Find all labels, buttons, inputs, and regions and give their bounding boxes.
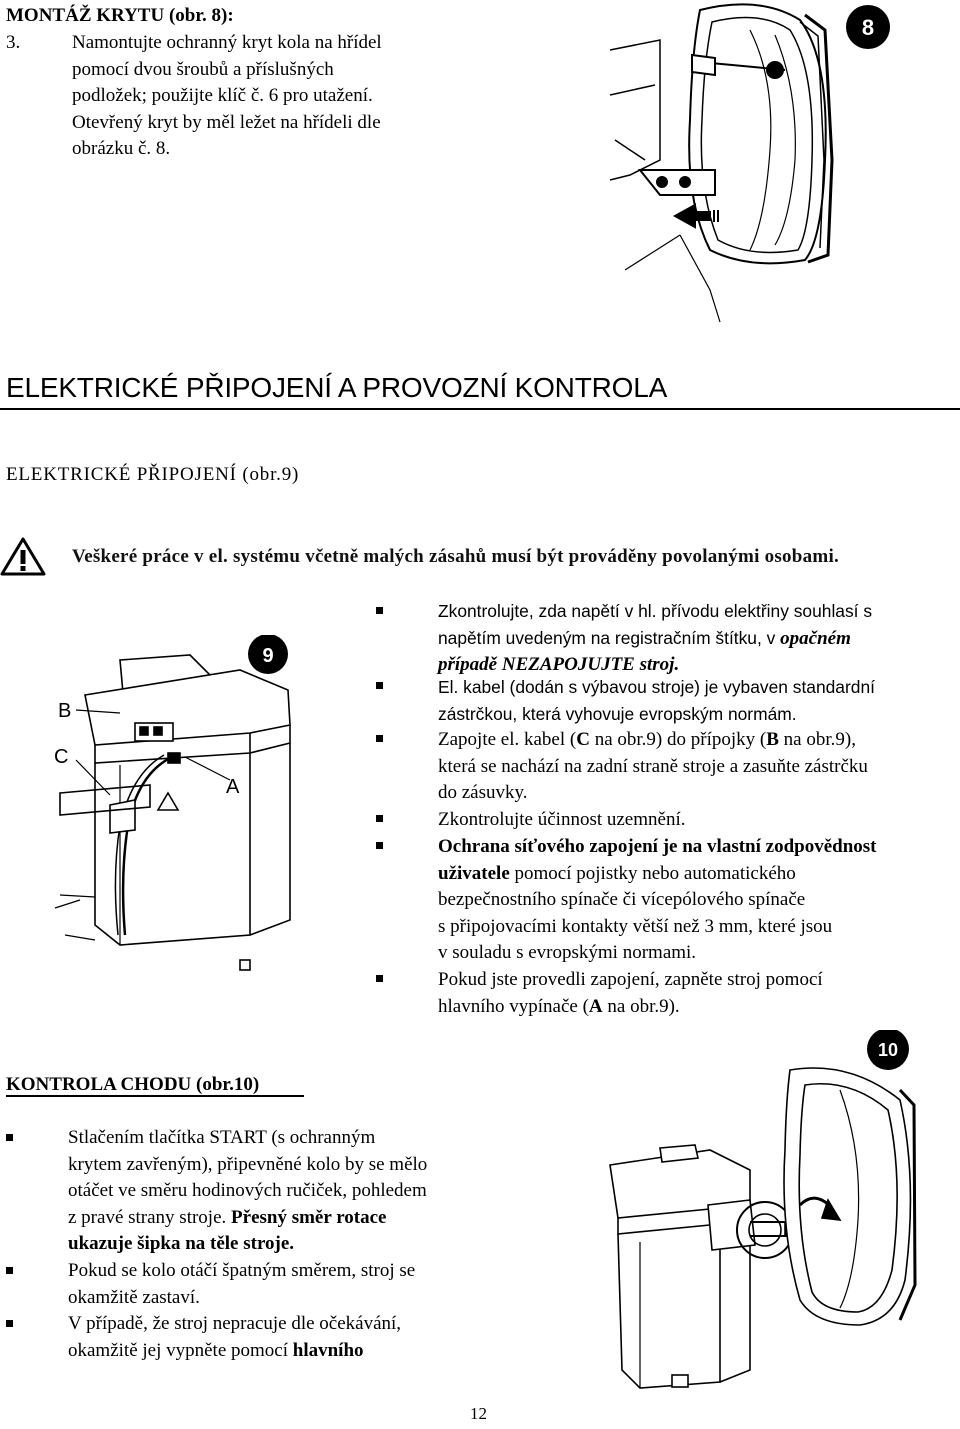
bullet-emphasis: Přesný směr rotace xyxy=(231,1206,387,1228)
bullet-line: která se nachází na zadní straně stroje a zasuňte zástrčku xyxy=(438,755,868,777)
bullet-emphasis: opačném xyxy=(780,627,851,649)
section-title-rule xyxy=(0,408,960,410)
bullet-text: pomocí pojistky nebo automatického xyxy=(509,862,796,884)
mount-heading: MONTÁŽ KRYTU (obr. 8): xyxy=(6,5,234,26)
bullet-line: případě NEZAPOJUJTE stroj. xyxy=(438,654,680,675)
bullet-cable-plug xyxy=(438,674,960,727)
bullet-square-icon xyxy=(6,1267,13,1274)
mount-line: podložek; použijte klíč č. 6 pro utažení. xyxy=(72,85,373,106)
bullet-square-icon xyxy=(376,975,383,982)
warning-triangle-icon xyxy=(0,536,46,576)
bullet-line xyxy=(438,994,960,1021)
bullet-line: zástrčkou, která vyhovuje evropským normám. xyxy=(438,703,797,724)
bullet-square-icon xyxy=(376,842,383,849)
mount-line: pomocí dvou šroubů a příslušných xyxy=(72,58,334,80)
bullet-line: otáčet ve směru hodinových ručiček, pohledem xyxy=(68,1180,427,1201)
bullet-line: Stlačením tlačítka START (s ochranným xyxy=(68,1127,376,1148)
bullet-line xyxy=(438,625,960,653)
figure-9-label-c: C xyxy=(54,746,69,768)
run-bullet-list xyxy=(6,1125,476,1365)
bullet-square-icon xyxy=(6,1134,13,1141)
bullet-line: Pokud se kolo otáčí špatným směrem, stroj se xyxy=(68,1260,416,1281)
page-number: 12 xyxy=(470,1404,487,1423)
figure-9-badge: 9 xyxy=(262,645,274,667)
mount-line: obrázku č. 8. xyxy=(72,138,171,159)
bullet-protection xyxy=(438,834,960,967)
figure-9-label-b: B xyxy=(58,700,72,722)
bullet-line: krytem zavřeným), připevněné kolo by se mělo xyxy=(68,1153,428,1175)
section-title: ELEKTRICKÉ PŘIPOJENÍ A PROVOZNÍ KONTROLA xyxy=(6,372,668,403)
mount-step-text xyxy=(72,30,432,163)
bullet-line: s připojovacími kontakty větší než 3 mm, které jsou xyxy=(438,915,833,937)
bullet-line: v souladu s evropskými normami. xyxy=(438,942,697,963)
bullet-square-icon xyxy=(376,682,383,689)
bullet-power-on xyxy=(438,967,960,1020)
bullet-emphasis: hlavního xyxy=(292,1339,364,1361)
bullet-square-icon xyxy=(376,607,383,614)
mount-line: Namontujte ochranný kryt kola na hřídel xyxy=(72,32,382,53)
bullet-line: V případě, že stroj nepracuje dle očekávání, xyxy=(68,1313,402,1334)
bullet-text: na obr.9). xyxy=(602,995,680,1017)
mount-line: Otevřený kryt by měl ležet na hřídeli dle xyxy=(72,111,381,133)
figure-9-machine-connection xyxy=(40,635,340,980)
bullet-text: hlavního vypínače ( xyxy=(438,995,589,1017)
bullet-line: bezpečnostního spínače či vícepólového spínače xyxy=(438,889,806,910)
bullet-voltage-check xyxy=(438,598,960,679)
bullet-line: ukazuje šipka na těle stroje. xyxy=(68,1233,295,1254)
bullet-line: Pokud jste provedli zapojení, zapněte stroj pomocí xyxy=(438,969,823,990)
bullet-line: El. kabel (dodán s výbavou stroje) je vybaven standardní xyxy=(438,677,875,697)
bullet-emphasis: B xyxy=(766,729,779,750)
bullet-grounding xyxy=(438,807,960,834)
bullet-emphasis: C xyxy=(576,729,590,750)
bullet-malfunction xyxy=(68,1311,478,1364)
bullet-connect-cable xyxy=(438,727,960,807)
bullet-line: Ochrana síťového zapojení je na vlastní zodpovědnost xyxy=(438,836,877,857)
bullet-text: z pravé strany stroje. xyxy=(68,1206,232,1228)
bullet-line xyxy=(68,1338,478,1365)
bullet-line: Zkontrolujte účinnost uzemnění. xyxy=(438,809,686,830)
bullet-square-icon xyxy=(376,735,383,742)
bullet-line xyxy=(438,727,960,754)
electric-bullet-list xyxy=(376,598,960,1028)
bullet-emphasis: A xyxy=(588,995,603,1017)
figure-8-badge: 8 xyxy=(861,15,875,40)
electric-subtitle: ELEKTRICKÉ PŘIPOJENÍ (obr.9) xyxy=(6,464,300,485)
bullet-line: do zásuvky. xyxy=(438,782,528,803)
figure-10-rotation-check xyxy=(600,1030,920,1400)
bullet-line: okamžitě zastaví. xyxy=(68,1286,200,1308)
bullet-line: Zkontrolujte, zda napětí v hl. přívodu elektřiny souhlasí s xyxy=(438,601,873,621)
warning-text: Veškeré práce v el. systému včetně malých zásahů musí být prováděny povolanými osobami. xyxy=(72,546,839,567)
bullet-emphasis: uživatele xyxy=(438,862,510,884)
bullet-text: na obr.9), xyxy=(778,729,856,750)
bullet-text: napětím uvedeným na registračním štítku, v xyxy=(438,627,781,648)
bullet-square-icon xyxy=(376,815,383,822)
bullet-text: na obr.9) do přípojky ( xyxy=(589,729,767,750)
bullet-line xyxy=(68,1205,478,1232)
bullet-wrong-direction xyxy=(68,1258,478,1311)
bullet-text: okamžitě jej vypněte pomocí xyxy=(68,1339,293,1361)
run-heading: KONTROLA CHODU (obr.10) xyxy=(6,1074,260,1095)
figure-8-wheel-guard xyxy=(600,0,920,330)
bullet-start-test xyxy=(68,1125,478,1258)
mount-step-number: 3. xyxy=(6,32,21,53)
figure-9-label-a: A xyxy=(226,776,240,798)
run-heading-underline xyxy=(6,1095,304,1097)
bullet-line xyxy=(438,861,960,888)
bullet-square-icon xyxy=(6,1320,13,1327)
figure-10-badge: 10 xyxy=(877,1040,899,1060)
bullet-text: Zapojte el. kabel ( xyxy=(438,729,577,750)
